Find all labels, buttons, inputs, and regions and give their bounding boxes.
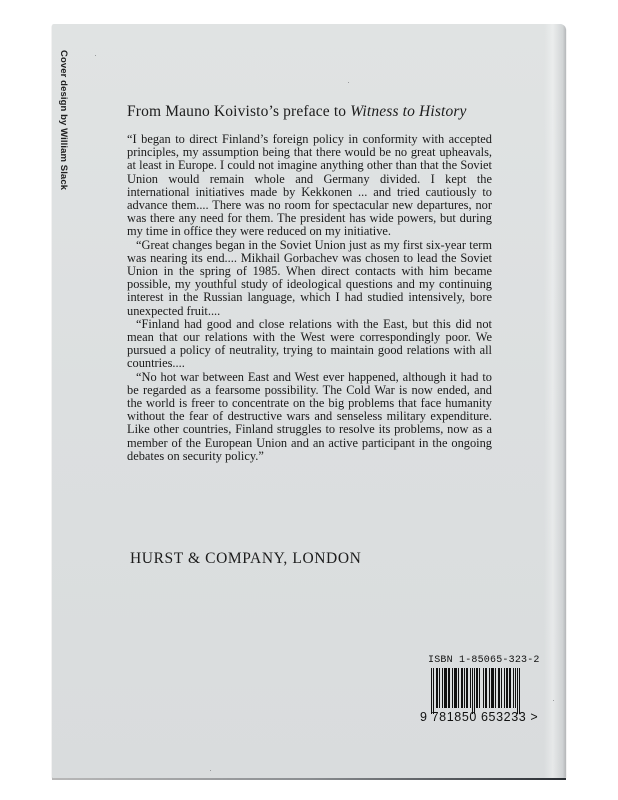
- isbn-label: ISBN 1-85065-323-2: [428, 655, 540, 666]
- speck: [553, 700, 554, 701]
- speck: [348, 82, 349, 83]
- publisher-imprint: HURST & COMPANY, LONDON: [130, 550, 362, 567]
- heading-prefix: From Mauno Koivisto’s preface to: [127, 103, 351, 120]
- book-title: Witness to History: [350, 103, 467, 120]
- speck: [210, 770, 211, 771]
- bottom-edge-shadow: [52, 778, 566, 780]
- excerpt-paragraph: “Great changes began in the Soviet Union just as my first six-year term was nearing its end.... Mikhail Gorbachev was chosen to lead the Soviet Union in the spring of 1985. When direct contacts with him became possible, my youthful study of ideological questions and my continuing interest in the Russian language, which I had studied intensively, bore unexpected fruit....: [127, 237, 492, 318]
- preface-heading: [127, 103, 467, 121]
- excerpt-paragraph: “Finland had good and close relations with the East, but this did not mean that our relations with the West were correspondingly poor. We pursued a policy of neutrality, trying to maintain good relations with all countries....: [127, 316, 492, 371]
- speck: [95, 55, 96, 56]
- spine-edge: [544, 24, 566, 778]
- barcode-icon: [431, 668, 535, 712]
- excerpt-paragraph: “I began to direct Finland’s foreign policy in conformity with accepted principles, my assumption being that there would be no great upheavals, at least in Europe. I could not imagine anything other than that the Soviet Union would remain whole and Germany divided. I kept the international initiatives made by Kekkonen ... and tried cautiously to advance them.... There was no room for spectacular new departures, nor was there any need for them. The president has wide powers, but during my time in office they were reduced on my initiative.: [127, 132, 492, 239]
- barcode-digits: 9 781850 653233 >: [420, 710, 539, 724]
- excerpt-paragraph: “No hot war between East and West ever happened, although it had to be regarded as a fearsome possibility. The Cold War is now ended, and the world is freer to concentrate on the big problems that face humanity without the fear of destructive wars and senseless military expenditure. Like other countries, Finland struggles to resolve its problems, now as a member of the European Union and an active participant in the ongoing debates on security policy.”: [127, 369, 492, 463]
- cover-design-credit: Cover design by William Slack: [58, 50, 69, 191]
- preface-excerpt: [127, 133, 492, 463]
- isbn-barcode-block: [420, 655, 540, 724]
